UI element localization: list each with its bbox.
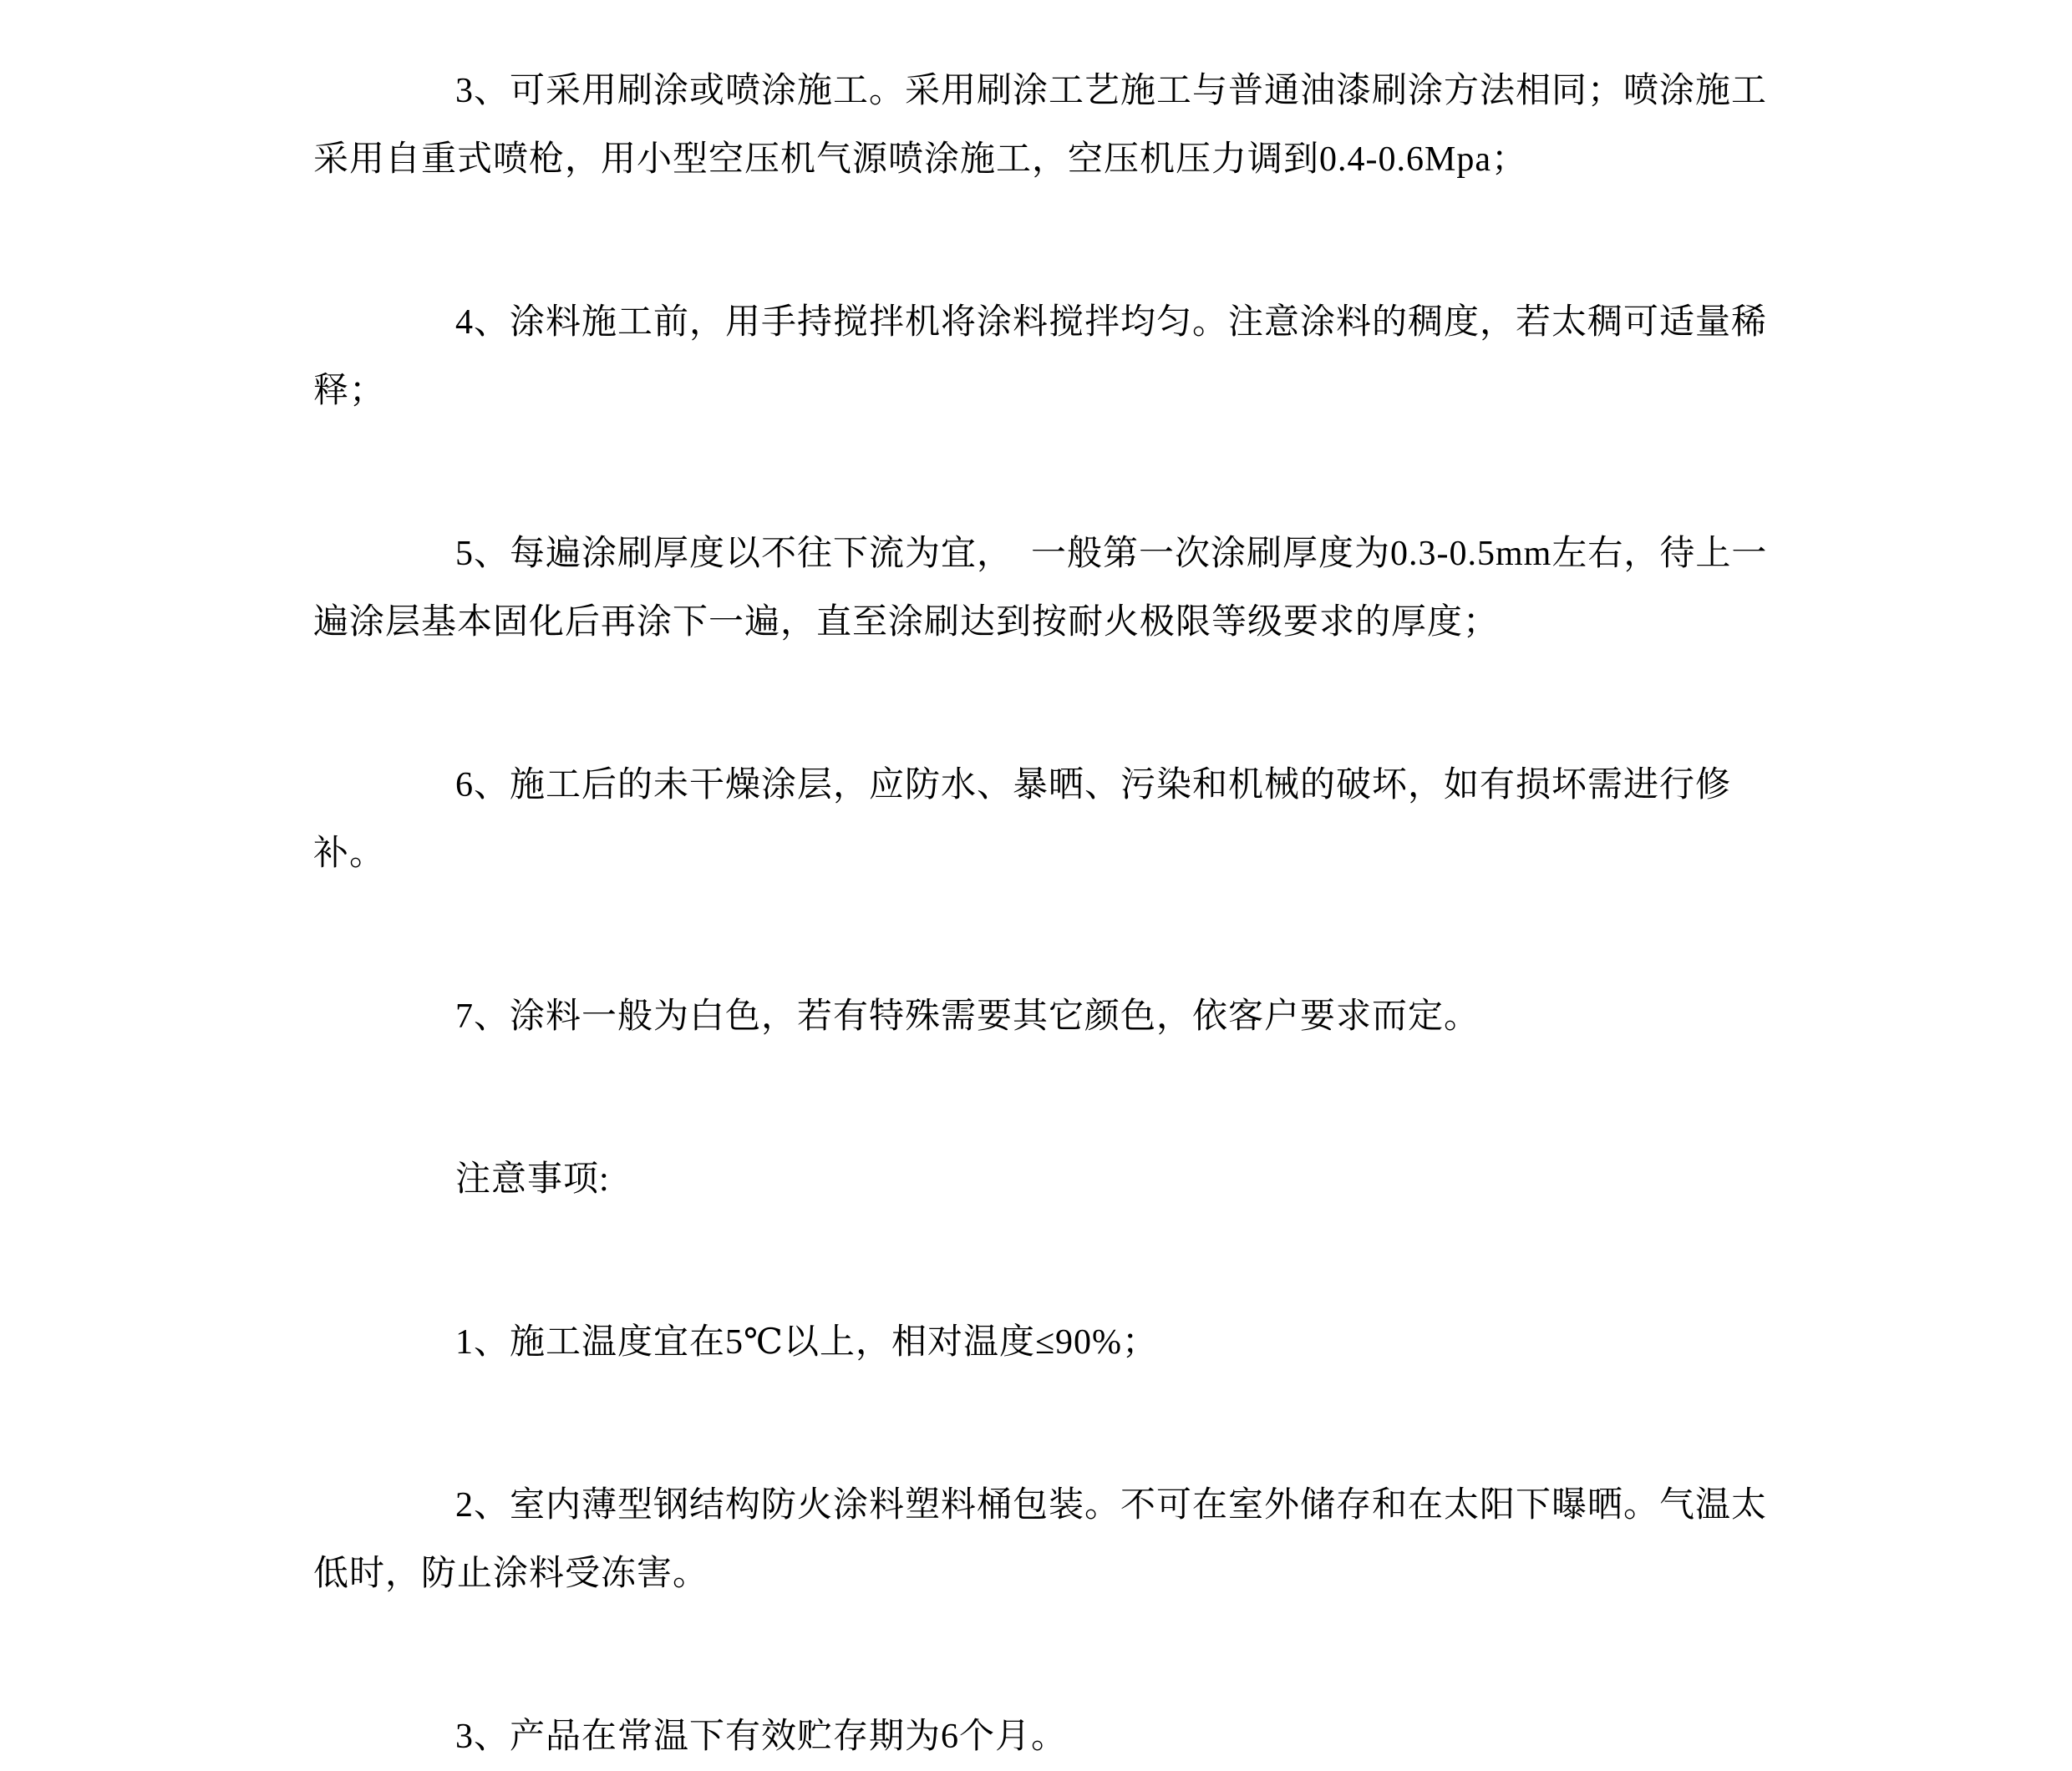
paragraph-note-3: 3、产品在常温下有效贮存期为6个月。	[455, 1718, 1068, 1756]
paragraph-step-7: 7、涂料一般为白色，若有特殊需要其它颜色，依客户要求而定。	[455, 997, 1480, 1036]
paragraph-step-5: 5、每遍涂刷厚度以不往下流为宜， 一般第一次涂刷厚度为0.3-0.5mm左右，待上一遍涂层基本固化后再涂下一遍，直至涂刷达到按耐火极限等级要求的厚度；	[313, 535, 1768, 642]
paragraph-step-6: 6、施工后的未干燥涂层，应防水、暴晒、污染和机械的破坏，如有损坏需进行修补。	[313, 766, 1732, 873]
paragraph-note-2: 2、室内薄型钢结构防火涂料塑料桶包装。不可在室外储存和在太阳下曝晒。气温太低时，防止涂料受冻害。	[313, 1486, 1768, 1593]
paragraph-step-3: 3、可采用刷涂或喷涂施工。采用刷涂工艺施工与普通油漆刷涂方法相同；喷涂施工采用自重式喷枪，用小型空压机气源喷涂施工，空压机压力调到0.4-0.6Mpa；	[313, 72, 1768, 179]
paragraph-step-4: 4、涂料施工前，用手持搅拌机将涂料搅拌均匀。注意涂料的稠度，若太稠可适量稀释；	[313, 303, 1768, 410]
paragraph-note-1: 1、施工温度宜在5℃以上，相对温度≤90%；	[455, 1323, 1159, 1362]
notes-heading: 注意事项:	[455, 1160, 610, 1199]
